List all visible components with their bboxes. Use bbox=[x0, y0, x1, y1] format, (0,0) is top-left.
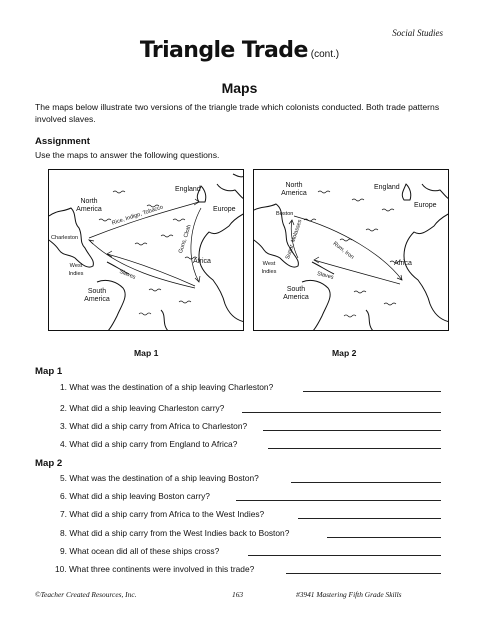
question-number: 1. bbox=[60, 382, 67, 392]
answer-line-6[interactable] bbox=[236, 500, 441, 501]
map-2-africa: Africa bbox=[394, 260, 412, 267]
question-text: What was the destination of a ship leaving Charleston? bbox=[69, 382, 274, 392]
map-1-charleston: Charleston bbox=[51, 235, 79, 241]
question-number: 9. bbox=[60, 546, 67, 556]
answer-line-8[interactable] bbox=[327, 537, 441, 538]
map-1-england: England bbox=[175, 186, 201, 193]
map-2-south-america: South America bbox=[283, 286, 309, 301]
map-2 bbox=[253, 169, 449, 331]
map-1-drawing bbox=[49, 170, 244, 331]
answer-line-2[interactable] bbox=[242, 412, 441, 413]
map-1-europe: Europe bbox=[213, 206, 236, 213]
map-1-africa: Africa bbox=[193, 258, 211, 265]
question-text: What three continents were involved in this trade? bbox=[68, 564, 255, 574]
footer-page-number: 163 bbox=[232, 590, 244, 599]
question-number: 5. bbox=[60, 473, 67, 483]
title-suffix: (cont.) bbox=[310, 49, 340, 60]
map-1-north-america: North America bbox=[76, 198, 102, 213]
question-text: What did a ship carry from England to Africa? bbox=[69, 439, 238, 449]
map-2-england: England bbox=[374, 184, 400, 191]
question-8 bbox=[60, 528, 289, 538]
question-6 bbox=[60, 491, 210, 501]
question-3 bbox=[60, 421, 247, 431]
intro-paragraph: The maps below illustrate two versions of the triangle trade which colonists conducted. Both trade patterns involved slaves. bbox=[35, 102, 440, 124]
subject-label: Social Studies bbox=[392, 28, 443, 38]
questions-map-1-heading: Map 1 bbox=[35, 366, 63, 377]
question-10 bbox=[55, 564, 254, 574]
map-1-route-rice: Rice, Indigo, Tobacco bbox=[111, 204, 164, 227]
map-2-boston: Boston bbox=[276, 211, 294, 217]
question-2 bbox=[60, 403, 224, 413]
question-text: What ocean did all of these ships cross? bbox=[69, 546, 220, 556]
question-number: 4. bbox=[60, 439, 67, 449]
answer-line-9[interactable] bbox=[248, 555, 441, 556]
questions-map-2-heading: Map 2 bbox=[35, 458, 63, 469]
question-number: 2. bbox=[60, 403, 67, 413]
map-2-route-sugar: Sugar, Molasses bbox=[284, 218, 304, 261]
section-title: Maps bbox=[221, 80, 258, 96]
title-text: Triangle Trade bbox=[139, 38, 308, 63]
map-2-west-indies: West Indies bbox=[261, 261, 277, 275]
map-2-route-slaves: Slaves bbox=[316, 270, 335, 281]
question-text: What did a ship leaving Charleston carry? bbox=[69, 403, 225, 413]
answer-line-1[interactable] bbox=[303, 391, 441, 392]
map-1 bbox=[48, 169, 244, 331]
map-2-europe: Europe bbox=[414, 202, 437, 209]
assignment-text: Use the maps to answer the following questions. bbox=[35, 150, 220, 160]
map-1-route-slaves: Slaves bbox=[118, 268, 137, 281]
map-1-west-indies: West Indies bbox=[68, 263, 84, 277]
map-1-caption: Map 1 bbox=[134, 348, 159, 358]
question-text: What did a ship carry from the West Indies back to Boston? bbox=[69, 528, 290, 538]
answer-line-5[interactable] bbox=[291, 482, 441, 483]
assignment-heading: Assignment bbox=[35, 136, 90, 147]
page-title bbox=[0, 38, 479, 63]
question-9 bbox=[60, 546, 219, 556]
map-1-route-guns: Guns, Cloth bbox=[177, 224, 193, 255]
map-2-caption: Map 2 bbox=[332, 348, 357, 358]
question-text: What was the destination of a ship leaving Boston? bbox=[69, 473, 259, 483]
question-number: 7. bbox=[60, 509, 67, 519]
question-number: 8. bbox=[60, 528, 67, 538]
answer-line-3[interactable] bbox=[263, 430, 441, 431]
question-text: What did a ship carry from Africa to the West Indies? bbox=[69, 509, 265, 519]
question-5 bbox=[60, 473, 259, 483]
map-2-route-rum: Rum, Iron bbox=[331, 240, 355, 261]
question-text: What did a ship carry from Africa to Charleston? bbox=[69, 421, 248, 431]
answer-line-7[interactable] bbox=[298, 518, 441, 519]
question-number: 10. bbox=[55, 564, 67, 574]
map-2-north-america: North America bbox=[281, 182, 307, 197]
question-text: What did a ship leaving Boston carry? bbox=[69, 491, 210, 501]
footer-copyright: ©Teacher Created Resources, Inc. bbox=[35, 590, 137, 599]
map-1-south-america: South America bbox=[84, 288, 110, 303]
answer-line-10[interactable] bbox=[286, 573, 441, 574]
answer-line-4[interactable] bbox=[268, 448, 441, 449]
footer-book-title: #3941 Mastering Fifth Grade Skills bbox=[296, 590, 402, 599]
question-number: 3. bbox=[60, 421, 67, 431]
question-number: 6. bbox=[60, 491, 67, 501]
question-7 bbox=[60, 509, 264, 519]
question-4 bbox=[60, 439, 237, 449]
question-1 bbox=[60, 382, 273, 392]
